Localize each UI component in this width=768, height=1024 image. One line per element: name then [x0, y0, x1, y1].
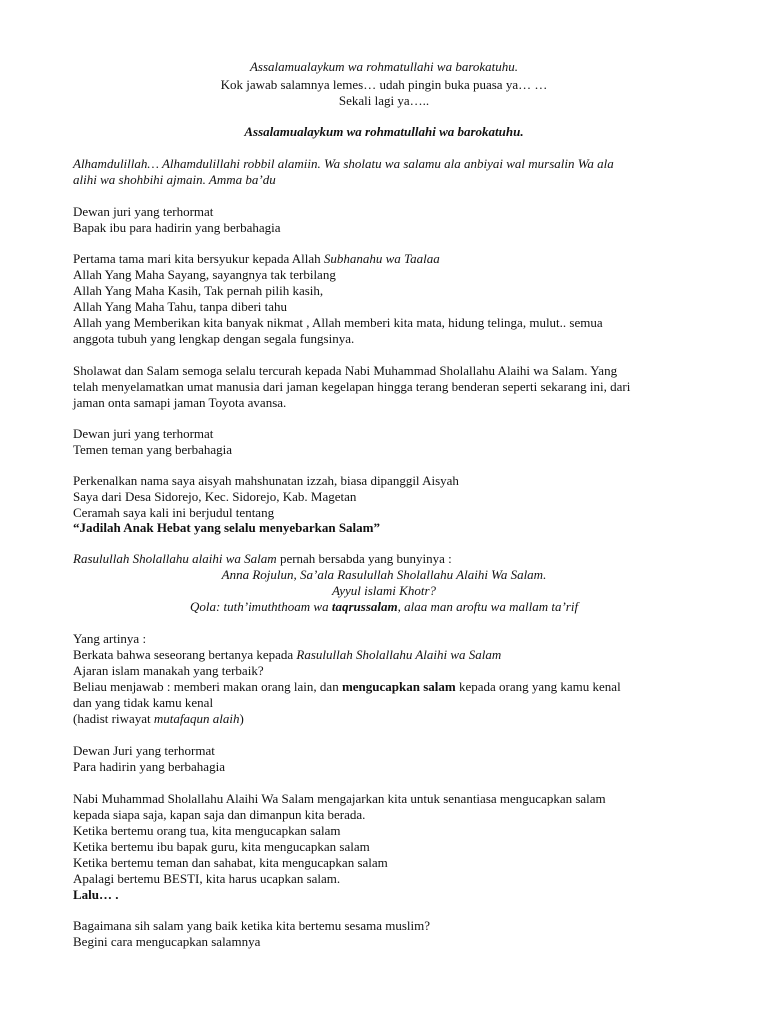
hadith-arabic-line-2: Ayyul islami Khotr?	[332, 583, 436, 598]
thanks-line-4: Allah Yang Maha Tahu, tanpa diberi tahu	[73, 299, 288, 314]
meaning-line-6-italic: mutafaqun alaih	[153, 711, 240, 726]
thanks-line-1	[73, 251, 728, 267]
meaning-line-2-text: Berkata bahwa seseorang bertanya kepada	[73, 647, 297, 662]
closing-line-2: Begini cara mengucapkan salamnya	[73, 934, 261, 949]
meaning-line-5: dan yang tidak kamu kenal	[73, 695, 214, 710]
teaching-line-1: Nabi Muhammad Sholallahu Alaihi Wa Salam mengajarkan kita untuk senantiasa mengucapkan salam	[73, 791, 606, 806]
header-line-3: Sekali lagi ya…..	[338, 93, 430, 108]
teaching-line-4: Ketika bertemu ibu bapak guru, kita mengucapkan salam	[73, 839, 370, 854]
meaning-line-4-text: Beliau menjawab : memberi makan orang lain, dan	[73, 679, 342, 694]
sholawat-line-2: telah menyelamatkan umat manusia dari jaman kegelapan hingga terang benderan seperti sekarang ini, dari	[73, 379, 631, 394]
address-3-line-1: Dewan Juri yang terhormat	[73, 743, 215, 758]
intro-line-3: Ceramah saya kali ini berjudul tentang	[73, 505, 275, 520]
hadith-arabic-line-1: Anna Rojulun, Sa’ala Rasulullah Sholallahu Alaihi Wa Salam.	[221, 567, 547, 582]
teaching-line-5: Ketika bertemu teman dan sahabat, kita mengucapkan salam	[73, 855, 388, 870]
meaning-line-4	[73, 679, 728, 695]
opening-line-1: Alhamdulillah… Alhamdulillahi robbil alamiin. Wa sholatu wa salamu ala anbiyai wal mursalin Wa ala	[73, 156, 614, 171]
hadith-arabic-bold: taqrussalam	[331, 599, 398, 614]
address-2-line-2: Temen teman yang berbahagia	[73, 442, 232, 457]
teaching-line-7: Lalu… .	[73, 887, 119, 902]
teaching-line-2: kepada siapa saja, kapan saja dan dimanpun kita berada.	[73, 807, 366, 822]
meaning-line-2	[73, 647, 728, 663]
header-line-2: Kok jawab salamnya lemes… udah pingin buka puasa ya… …	[220, 77, 548, 92]
sholawat-line-1: Sholawat dan Salam semoga selalu tercurah kepada Nabi Muhammad Sholallahu Alaihi wa Salam. Yang	[73, 363, 618, 378]
hadith-intro-italic: Rasulullah Sholallahu alaihi wa Salam	[73, 551, 277, 566]
thanks-line-6: anggota tubuh yang lengkap dengan segala fungsinya.	[73, 331, 355, 346]
meaning-line-6-text: (hadist riwayat	[73, 711, 154, 726]
teaching-line-6: Apalagi bertemu BESTI, kita harus ucapkan salam.	[73, 871, 341, 886]
thanks-line-5: Allah yang Memberikan kita banyak nikmat , Allah memberi kita mata, hidung telinga, mulut.. semua	[73, 315, 603, 330]
address-3-line-2: Para hadirin yang berbahagia	[73, 759, 225, 774]
meaning-line-6	[73, 711, 728, 727]
meaning-line-2-italic: Rasulullah Sholallahu Alaihi wa Salam	[296, 647, 502, 662]
thanks-line-3: Allah Yang Maha Kasih, Tak pernah pilih kasih,	[73, 283, 324, 298]
thanks-line-1-text: Pertama tama mari kita bersyukur kepada Allah	[73, 251, 324, 266]
address-2-line-1: Dewan juri yang terhormat	[73, 426, 214, 441]
header-salam: Assalamualaykum wa rohmatullahi wa barokatuhu.	[249, 59, 519, 74]
hadith-arabic-part-c: , alaa man aroftu wa mallam ta’rif	[397, 599, 579, 614]
address-1-line-1: Dewan juri yang terhormat	[73, 204, 214, 219]
meaning-line-6-tail: )	[239, 711, 244, 726]
meaning-line-4-bold: mengucapkan salam	[341, 679, 456, 694]
teaching-line-3: Ketika bertemu orang tua, kita mengucapkan salam	[73, 823, 341, 838]
greeting-bold: Assalamualaykum wa rohmatullahi wa barokatuhu.	[244, 124, 524, 139]
hadith-intro-text: pernah bersabda yang bunyinya :	[276, 551, 452, 566]
hadith-intro	[73, 551, 728, 567]
address-1-line-2: Bapak ibu para hadirin yang berbahagia	[73, 220, 281, 235]
hadith-arabic-part-a: Qola: tuth’imuththoam wa	[189, 599, 332, 614]
speech-title: “Jadilah Anak Hebat yang selalu menyebarkan Salam”	[73, 520, 380, 535]
meaning-line-1: Yang artinya :	[73, 631, 147, 646]
closing-line-1: Bagaimana sih salam yang baik ketika kita bertemu sesama muslim?	[73, 918, 431, 933]
thanks-line-1-italic: Subhanahu wa Taalaa	[323, 251, 440, 266]
opening-line-2: alihi wa shohbihi ajmain. Amma ba’du	[73, 172, 276, 187]
thanks-line-2: Allah Yang Maha Sayang, sayangnya tak terbilang	[73, 267, 336, 282]
meaning-line-3: Ajaran islam manakah yang terbaik?	[73, 663, 264, 678]
intro-line-2: Saya dari Desa Sidorejo, Kec. Sidorejo, Kab. Magetan	[73, 489, 357, 504]
meaning-line-4-tail: kepada orang yang kamu kenal	[455, 679, 621, 694]
intro-line-1: Perkenalkan nama saya aisyah mahshunatan izzah, biasa dipanggil Aisyah	[73, 473, 459, 488]
hadith-arabic-line-3	[0, 599, 768, 615]
sholawat-line-3: jaman onta samapi jaman Toyota avansa.	[73, 395, 287, 410]
